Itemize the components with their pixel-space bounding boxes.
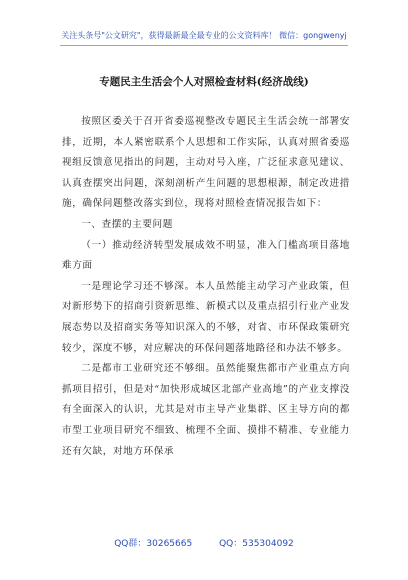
footer-contact xyxy=(0,536,408,549)
section-heading: 一、查摆的主要问题 xyxy=(81,218,173,230)
intro-paragraph: 按照区委关于召开省委巡视整改专题民主生活会统一部署安排，近期，本人紧密联系个人思想和工作实际，认真对照省委巡视组反馈意见指出的问题，主动对号入座，广泛征求意见建议、认真查摆突出问题，深刻剖析产生问题的思想根源，制定改进措施，确保问题整改落实到位，现将对照检查情况报告如下： xyxy=(62,116,350,210)
header-note: 关注头条号"公文研究"，获得最新最全最专业的公文资料库！ 微信：gongwenyj xyxy=(61,31,347,40)
header-divider xyxy=(60,45,348,46)
document-title: 专题民主生活会个人对照检查材料(经济战线) xyxy=(99,76,309,88)
footer-qq: QQ：535304092 xyxy=(219,539,294,549)
document-body xyxy=(62,112,350,462)
body-paragraph: 二是都市工业研究还不够细。虽然能聚焦都市产业重点方向抓项目招引，但是对“加快形成城区北部产业高地”的产业支撑没有全面深入的认识，尤其是对市主导产业集群、区主导方向的都市型工业项目研究不细致、梳理不全面、摸排不精准、专业能力还有欠缺，对地方环保承 xyxy=(62,363,350,457)
subsection-heading: （一）推动经济转型发展成效不明显，准入门槛高项目落地难方面 xyxy=(62,239,350,272)
body-paragraph: 一是理论学习还不够深。本人虽然能主动学习产业政策，但对新形势下的招商引资新思维、新模式以及重点招引行业产业发展态势以及招商实务等知识深入的不够，对省、市环保政策研究较少，深度不够，对应解决的环保问题落地路径和办法不够多。 xyxy=(62,280,350,354)
footer-qq-group: QQ群：30265665 xyxy=(114,539,193,549)
